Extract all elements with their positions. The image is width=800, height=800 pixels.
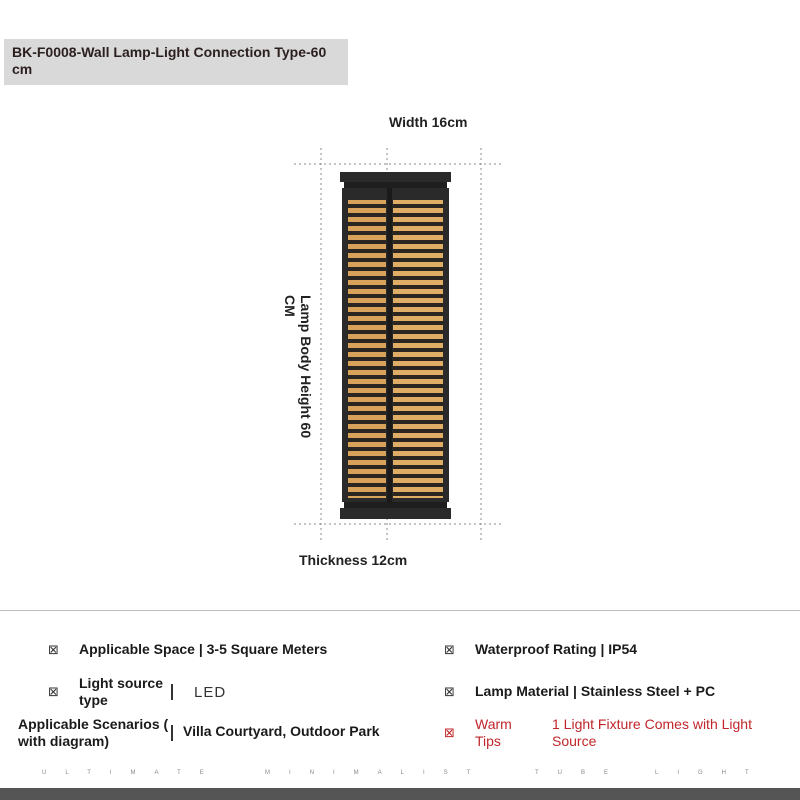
spec-scenarios-value: Villa Courtyard, Outdoor Park (183, 723, 380, 739)
boxed-x-icon: ⊠ (444, 725, 455, 740)
louvre-slat (393, 438, 443, 442)
louvre-slat (393, 294, 443, 298)
louvre-slat (348, 438, 386, 442)
louvre-slat (393, 357, 443, 361)
louvre-slat (348, 465, 386, 469)
louvre-slat (348, 384, 386, 388)
louvre-slat (348, 258, 386, 262)
louvre-slat (393, 483, 443, 487)
louvre-slat (348, 285, 386, 289)
footer-bar (0, 788, 800, 800)
separator (171, 684, 173, 700)
warm-tips-label: Warm Tips (475, 716, 512, 749)
louvre-slat (393, 348, 443, 352)
louvre-slat (348, 213, 386, 217)
louvre-slat (393, 456, 443, 460)
louvre-slat (348, 402, 386, 406)
section-divider (0, 610, 800, 611)
louvre-slat (393, 249, 443, 253)
height-dimension-label: Lamp Body Height 60 CM (282, 295, 314, 439)
louvre-slat (348, 411, 386, 415)
louvre-slat (393, 492, 443, 496)
louvre-slat (348, 276, 386, 280)
spec-light-source-label: Light source type (79, 675, 164, 708)
boxed-x-icon: ⊠ (444, 642, 455, 657)
spec-scenarios-label: Applicable Scenarios ( with diagram) (18, 716, 169, 749)
louvre-slat (348, 321, 386, 325)
louvre-slat (348, 294, 386, 298)
wall-lamp-illustration (280, 140, 520, 550)
louvre-slat (393, 222, 443, 226)
louvre-slat (393, 276, 443, 280)
product-title: BK-F0008-Wall Lamp-Light Connection Type-60 cm (4, 39, 348, 85)
spec-lamp-material: Lamp Material | Stainless Steel + PC (475, 683, 716, 699)
louvre-slat (348, 249, 386, 253)
louvre-slat (393, 411, 443, 415)
louvre-slat (348, 267, 386, 271)
louvre-slat (393, 258, 443, 262)
louvre-slat (393, 420, 443, 424)
louvre-slat (348, 339, 386, 343)
louvre-slat (393, 330, 443, 334)
warm-tips-value: 1 Light Fixture Comes with Light Source (552, 716, 752, 749)
ticker-word-1: ULTIMATE (42, 770, 223, 776)
louvre-slat (393, 267, 443, 271)
louvre-slat (393, 384, 443, 388)
louvre-slat (393, 312, 443, 316)
boxed-x-icon: ⊠ (48, 642, 59, 657)
louvre-slat (348, 312, 386, 316)
spec-light-source-value: LED (194, 684, 227, 701)
lamp-top-cap (340, 172, 451, 182)
louvre-slat (393, 447, 443, 451)
louvre-slat (393, 204, 443, 208)
louvre-slat (393, 366, 443, 370)
louvre-slat (348, 231, 386, 235)
louvre-slat (348, 393, 386, 397)
louvre-slat (348, 204, 386, 208)
louvre-slat (393, 402, 443, 406)
louvre-slat (393, 429, 443, 433)
louvre-slat (348, 492, 386, 496)
spec-applicable-space: Applicable Space | 3-5 Square Meters (79, 641, 328, 657)
louvre-slat (348, 303, 386, 307)
louvre-slat (393, 474, 443, 478)
boxed-x-icon: ⊠ (48, 684, 59, 699)
thickness-dimension-label: Thickness 12cm (299, 552, 408, 568)
louvre-slat (348, 429, 386, 433)
louvre-slat (393, 465, 443, 469)
ticker-word-3: TUBE (535, 770, 628, 776)
louvre-slat (393, 393, 443, 397)
louvre-slat (393, 321, 443, 325)
width-dimension-label: Width 16cm (389, 114, 468, 130)
louvre-slat (393, 231, 443, 235)
louvre-slat (348, 222, 386, 226)
louvre-slat (348, 474, 386, 478)
louvre-slat (348, 366, 386, 370)
spec-waterproof-rating: Waterproof Rating | IP54 (475, 641, 638, 657)
louvre-slat (348, 456, 386, 460)
louvre-slat (393, 303, 443, 307)
louvre-slat (348, 348, 386, 352)
ticker-word-4: LIGHT (655, 770, 768, 776)
louvre-slat (348, 483, 386, 487)
louvre-slat (348, 447, 386, 451)
lamp-bottom-cap (340, 508, 451, 519)
louvre-slat (393, 213, 443, 217)
ticker-word-2: MINIMALIST (265, 770, 490, 776)
louvre-slat (348, 357, 386, 361)
louvre-slat (348, 330, 386, 334)
louvre-slat (348, 375, 386, 379)
louvre-slat (393, 285, 443, 289)
separator (171, 725, 173, 741)
louvre-slat (393, 240, 443, 244)
louvre-slat (348, 240, 386, 244)
louvre-slat (348, 420, 386, 424)
louvre-slat (393, 375, 443, 379)
louvre-slat (393, 339, 443, 343)
boxed-x-icon: ⊠ (444, 684, 455, 699)
